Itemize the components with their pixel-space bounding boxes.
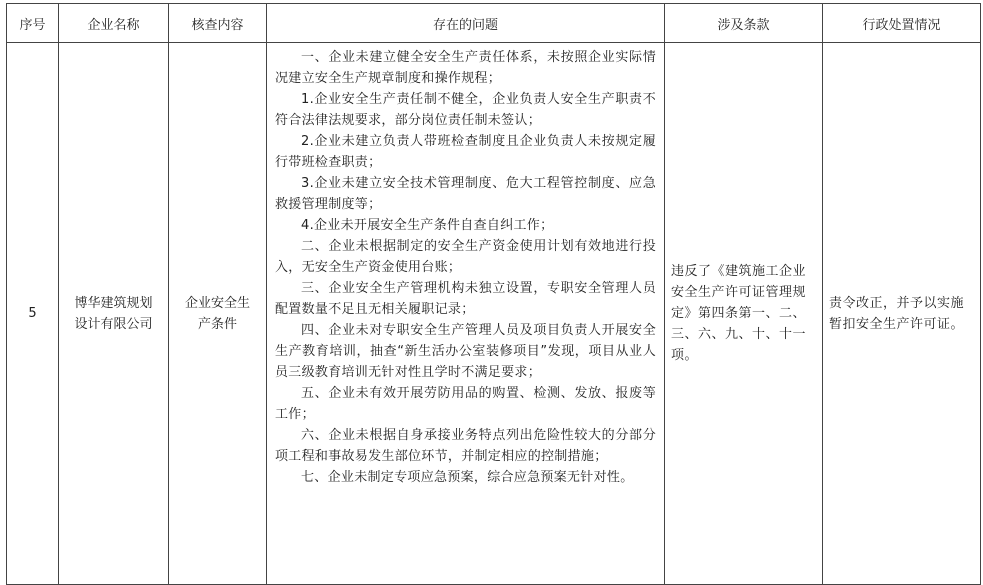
header-problems: 存在的问题 [267,4,665,43]
row-check-content [169,43,267,585]
problem-item: 三、企业安全生产管理机构未独立设置，专职安全管理人员配置数量不足且无相关履职记录； [275,281,656,317]
header-row [7,4,981,43]
action-text: 责令改正，并予以实施暂扣安全生产许可证。 [829,295,965,332]
header-law: 涉及条款 [665,4,823,43]
header-action: 行政处置情况 [823,4,981,43]
row-action [823,43,981,585]
problem-item: 1.企业安全生产责任制不健全，企业负责人安全生产职责不符合法律法规要求，部分岗位责任制未签认； [275,92,656,128]
table-row [7,43,981,585]
law-text: 违反了《建筑施工企业安全生产许可证管理规定》第四条第一、二、三、六、九、十、十一项。 [671,264,807,363]
check-content-text: 企业安全生产条件 [184,295,250,332]
problem-item: 七、企业未制定专项应急预案，综合应急预案无针对性。 [301,470,634,485]
problem-item: 一、企业未建立健全安全生产责任体系，未按照企业实际情况建立安全生产规章制度和操作规程； [275,50,656,86]
problem-item: 四、企业未对专职安全生产管理人员及项目负责人开展安全生产教育培训，抽查“新生活办公室装修项目”发现，项目从业人员三级教育培训无针对性且学时不满足要求； [275,323,656,380]
header-index: 序号 [7,4,59,43]
problem-item: 五、企业未有效开展劳防用品的购置、检测、发放、报废等工作； [275,386,656,422]
inspection-table [6,3,981,585]
row-index: 5 [7,43,59,585]
row-company [59,43,169,585]
problem-item: 4.企业未开展安全生产条件自查自纠工作； [301,218,554,233]
problem-item: 3.企业未建立安全技术管理制度、危大工程管控制度、应急救援管理制度等； [275,176,656,212]
problem-item: 二、企业未根据制定的安全生产资金使用计划有效地进行投入，无安全生产资金使用台账； [275,239,656,275]
row-law [665,43,823,585]
problem-item: 2.企业未建立负责人带班检查制度且企业负责人未按规定履行带班检查职责； [275,134,656,170]
company-text: 博华建筑规划设计有限公司 [74,295,153,332]
header-company: 企业名称 [59,4,169,43]
problem-item: 六、企业未根据自身承接业务特点列出危险性较大的分部分项工程和事故易发生部位环节，并制定相应的控制措施； [275,428,656,464]
header-check-content: 核查内容 [169,4,267,43]
row-problems [267,43,665,585]
